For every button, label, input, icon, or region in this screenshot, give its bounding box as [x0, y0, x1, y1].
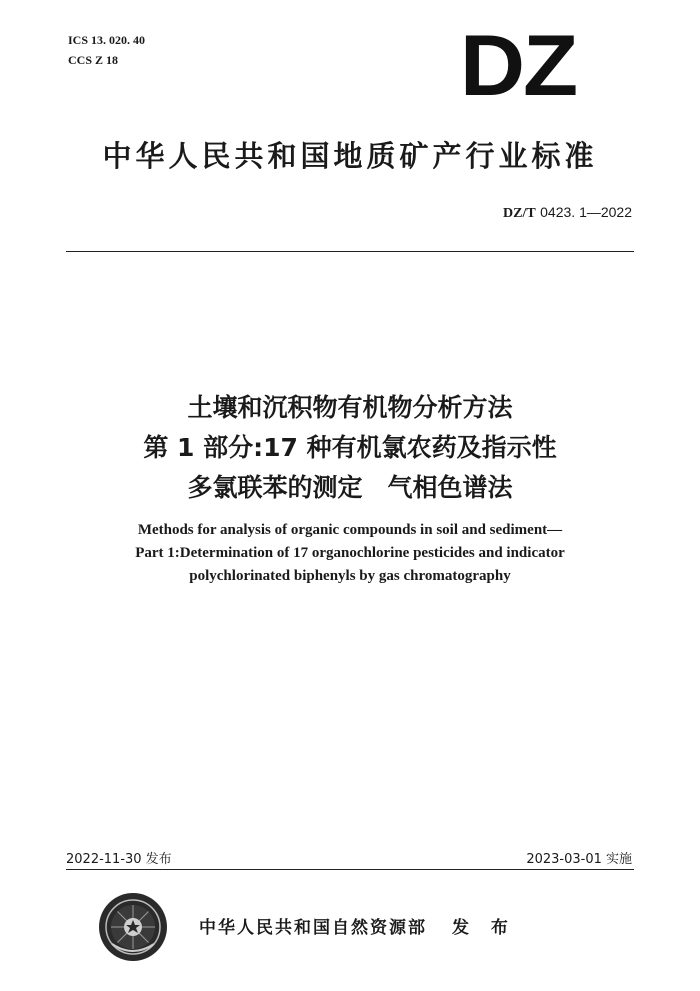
standard-number-value: 0423. 1—2022	[540, 204, 632, 220]
standard-title: 中华人民共和国地质矿产行业标准	[102, 139, 598, 173]
ccs-code: CCS Z 18	[68, 53, 119, 67]
standard-number-prefix: DZ/T	[503, 206, 536, 221]
english-title-line-3: polychlorinated biphenyls by gas chromatography	[189, 568, 511, 584]
chinese-title-line-2: 第 1 部分:17 种有机氯农药及指示性	[143, 433, 557, 462]
classification-codes	[68, 30, 145, 70]
english-title-line-1: Methods for analysis of organic compounds in soil and sediment—	[137, 522, 563, 538]
ministry-emblem-icon	[98, 892, 168, 962]
english-title-line-2: Part 1:Determination of 17 organochlorine pesticides and indicator	[135, 545, 565, 561]
standard-number	[503, 204, 632, 222]
publisher-name: 中华人民共和国自然资源部	[199, 918, 427, 938]
chinese-title	[66, 388, 634, 508]
bottom-divider	[66, 869, 634, 870]
dz-logo: DZ	[459, 17, 577, 114]
chinese-title-line-1: 土壤和沉积物有机物分析方法	[187, 393, 513, 422]
issue-date: 2022-11-30 发布	[66, 852, 172, 867]
ics-code: ICS 13. 020. 40	[68, 33, 146, 47]
english-title	[66, 519, 634, 588]
chinese-title-line-3: 多氯联苯的测定 气相色谱法	[187, 473, 513, 502]
top-divider	[66, 251, 634, 252]
implementation-date: 2023-03-01 实施	[526, 852, 632, 867]
publish-label: 发 布	[452, 918, 516, 938]
